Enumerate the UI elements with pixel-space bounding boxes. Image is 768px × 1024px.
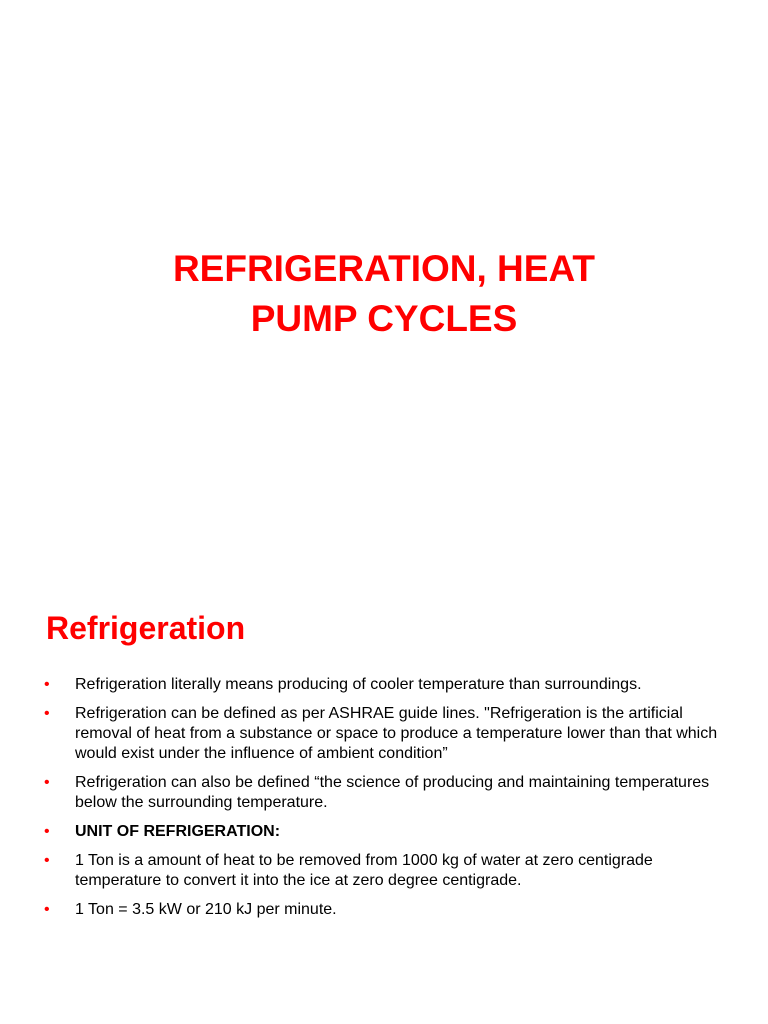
section-heading: Refrigeration: [46, 610, 246, 646]
slide-title-line-1: REFRIGERATION, HEAT: [172, 248, 596, 289]
bullet-text: 1 Ton = 3.5 kW or 210 kJ per minute.: [75, 901, 337, 918]
bullet-text: 1 Ton is a amount of heat to be removed from 1000 kg of water at zero centigrade temperature to convert it into the ice at zero degree centigrade.: [75, 852, 653, 889]
bullet-item: [0, 900, 768, 920]
bullet-item: [0, 704, 768, 764]
bullet-icon: •: [44, 901, 50, 918]
bullet-item: [0, 851, 768, 891]
bullet-item: [0, 675, 768, 695]
bullet-text: UNIT OF REFRIGERATION:: [75, 823, 281, 840]
bullet-text: Refrigeration can be defined as per ASHRAE guide lines. "Refrigeration is the artificial removal of heat from a substance or space to produce a temperature lower than that which would exist under the influence of ambient condition”: [75, 705, 718, 762]
bullet-list: [0, 675, 768, 929]
bullet-icon: •: [44, 823, 50, 840]
bullet-icon: •: [44, 774, 50, 791]
slide-title-line-2: PUMP CYCLES: [250, 298, 518, 339]
bullet-icon: •: [44, 676, 50, 693]
bullet-item: [0, 822, 768, 842]
bullet-text: Refrigeration can also be defined “the science of producing and maintaining temperatures below the surrounding temperature.: [75, 774, 710, 811]
bullet-text: Refrigeration literally means producing of cooler temperature than surroundings.: [75, 676, 642, 693]
bullet-icon: •: [44, 852, 50, 869]
slide-title: [0, 244, 768, 344]
bullet-icon: •: [44, 705, 50, 722]
bullet-item: [0, 773, 768, 813]
